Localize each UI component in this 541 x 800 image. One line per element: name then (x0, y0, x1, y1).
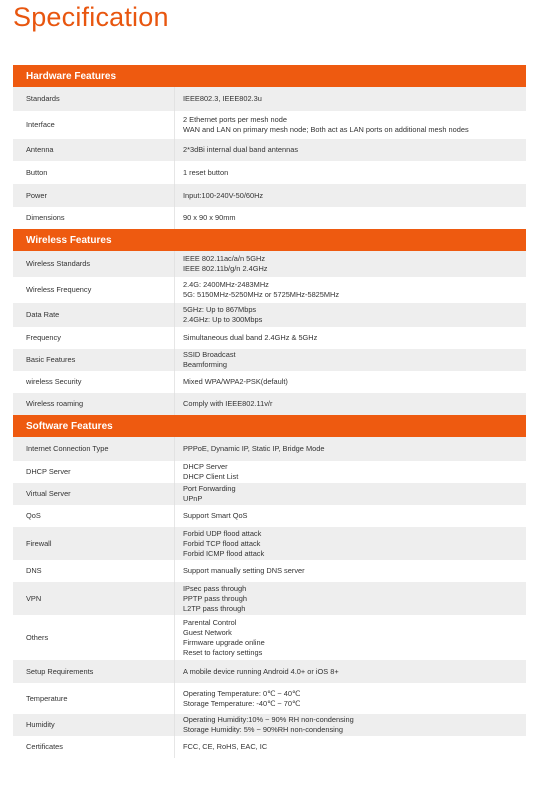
spec-value-line: Operating Temperature: 0℃ ~ 40℃ (183, 688, 301, 698)
spec-row (13, 736, 526, 758)
spec-value-line: IEEE802.3, IEEE802.3u (183, 94, 262, 103)
spec-value-line: Operating Humidity:10% ~ 90% RH non-condensing (183, 715, 354, 724)
spec-value (174, 184, 526, 207)
spec-value (174, 736, 526, 758)
spec-label: Temperature (26, 693, 68, 703)
spec-value (174, 349, 526, 371)
spec-label: Button (26, 167, 48, 177)
spec-row (13, 437, 526, 461)
spec-label: VPN (26, 593, 42, 603)
spec-value-line: Forbid UDP flood attack (183, 528, 262, 538)
spec-value-line: Beamforming (183, 360, 227, 369)
spec-label: Basic Features (26, 355, 76, 364)
spec-row (13, 87, 526, 111)
spec-row (13, 582, 526, 615)
spec-label: Wireless roaming (26, 399, 84, 408)
spec-value (174, 207, 526, 229)
spec-row (13, 461, 526, 483)
spec-value-line: Storage Humidity: 5% ~ 90%RH non-condensing (183, 725, 344, 734)
spec-label: QoS (26, 511, 41, 520)
spec-value-line: 5G: 5150MHz-5250MHz or 5725MHz-5825MHz (183, 290, 340, 299)
spec-value-line: 1 reset button (183, 167, 229, 177)
spec-value-line: 5GHz: Up to 867Mbps (183, 305, 257, 314)
spec-label: Standards (26, 94, 60, 103)
spec-label: Dimensions (26, 213, 65, 222)
spec-row (13, 161, 526, 184)
spec-value-line: Comply with IEEE802.11v/r (183, 399, 273, 408)
spec-value (174, 327, 526, 349)
spec-value-line: Support Smart QoS (183, 511, 248, 520)
spec-label: DNS (26, 566, 42, 575)
spec-row (13, 393, 526, 415)
spec-value-line: DHCP Server (183, 462, 228, 471)
spec-value-line: Guest Network (183, 627, 232, 637)
spec-row (13, 184, 526, 207)
spec-row (13, 207, 526, 229)
spec-row (13, 111, 526, 139)
spec-row (13, 349, 526, 371)
spec-value (174, 87, 526, 111)
specification-table (13, 65, 526, 758)
spec-value (174, 683, 526, 714)
spec-value-line: DHCP Client List (183, 472, 239, 481)
spec-label: Certificates (26, 742, 63, 751)
spec-label: Wireless Frequency (26, 285, 92, 294)
spec-value (174, 560, 526, 582)
spec-label: Frequency (26, 333, 61, 342)
section-header: Wireless Features (13, 229, 526, 251)
spec-value-line: Parental Control (183, 617, 237, 627)
spec-label: Data Rate (26, 310, 60, 319)
spec-value (174, 161, 526, 184)
spec-label: Power (26, 190, 47, 200)
spec-label: Antenna (26, 145, 54, 154)
spec-label: wireless Security (26, 377, 82, 386)
spec-value-line: 2.4G: 2400MHz-2483MHz (183, 280, 269, 289)
spec-value-line: Input:100-240V-50/60Hz (183, 190, 264, 200)
spec-label: Internet Connection Type (26, 444, 109, 453)
spec-value (174, 371, 526, 393)
spec-label: Wireless Standards (26, 259, 91, 268)
spec-label: DHCP Server (26, 467, 71, 476)
spec-row (13, 371, 526, 393)
spec-row (13, 560, 526, 582)
spec-value-line: 2*3dBi internal dual band antennas (183, 145, 299, 154)
spec-value (174, 139, 526, 161)
spec-value (174, 483, 526, 505)
spec-value-line: UPnP (183, 494, 203, 503)
spec-label: Setup Requirements (26, 666, 94, 676)
spec-label: Interface (26, 120, 55, 129)
spec-label: Others (26, 632, 49, 642)
page-title: Specification (13, 2, 169, 32)
spec-row (13, 327, 526, 349)
spec-value-line: Reset to factory settings (183, 647, 263, 657)
spec-value-line: Forbid TCP flood attack (183, 538, 261, 548)
spec-value-line: SSID Broadcast (183, 350, 236, 359)
spec-value-line: FCC, CE, RoHS, EAC, IC (183, 742, 268, 751)
section-header: Hardware Features (13, 65, 526, 87)
spec-value (174, 251, 526, 277)
spec-value (174, 582, 526, 615)
spec-row (13, 527, 526, 560)
spec-value (174, 277, 526, 303)
spec-value (174, 437, 526, 461)
spec-value-line: IEEE 802.11ac/a/n 5GHz (183, 254, 266, 263)
spec-row (13, 683, 526, 714)
spec-value-line: 2.4GHz: Up to 300Mbps (183, 315, 263, 324)
spec-value (174, 393, 526, 415)
spec-label: Firewall (26, 538, 52, 548)
spec-value-line: 2 Ethernet ports per mesh node (183, 115, 287, 124)
spec-row (13, 660, 526, 683)
spec-value-line: 90 x 90 x 90mm (183, 213, 236, 222)
spec-value (174, 461, 526, 483)
spec-value-line: Simultaneous dual band 2.4GHz & 5GHz (183, 333, 318, 342)
spec-row (13, 139, 526, 161)
spec-value (174, 660, 526, 683)
spec-row (13, 277, 526, 303)
spec-value-line: Mixed WPA/WPA2-PSK(default) (183, 377, 288, 386)
spec-value-line: IPsec pass through (183, 583, 247, 593)
spec-value-line: A mobile device running Android 4.0+ or iOS 8+ (183, 666, 339, 676)
spec-value-line: IEEE 802.11b/g/n 2.4GHz (183, 264, 268, 273)
spec-value (174, 527, 526, 560)
spec-row (13, 714, 526, 736)
spec-value-line: PPTP pass through (183, 593, 247, 603)
spec-value-line: WAN and LAN on primary mesh node; Both act as LAN ports on additional mesh nodes (183, 125, 469, 134)
spec-row (13, 615, 526, 660)
spec-label: Virtual Server (26, 489, 71, 498)
spec-value (174, 505, 526, 527)
spec-value (174, 714, 526, 736)
spec-row (13, 505, 526, 527)
spec-value-line: Forbid ICMP flood attack (183, 548, 265, 558)
spec-row (13, 303, 526, 327)
spec-value (174, 615, 526, 660)
spec-value-line: Support manually setting DNS server (183, 566, 305, 575)
spec-value (174, 111, 526, 139)
spec-value (174, 303, 526, 327)
spec-value-line: Firmware upgrade online (183, 637, 265, 647)
spec-value-line: L2TP pass through (183, 603, 246, 613)
spec-row (13, 483, 526, 505)
spec-row (13, 251, 526, 277)
section-header: Software Features (13, 415, 526, 437)
spec-value-line: PPPoE, Dynamic IP, Static IP, Bridge Mode (183, 444, 325, 453)
spec-value-line: Port Forwarding (183, 484, 236, 493)
spec-label: Humidity (26, 720, 55, 729)
spec-value-line: Storage Temperature: -40℃ ~ 70℃ (183, 698, 301, 708)
